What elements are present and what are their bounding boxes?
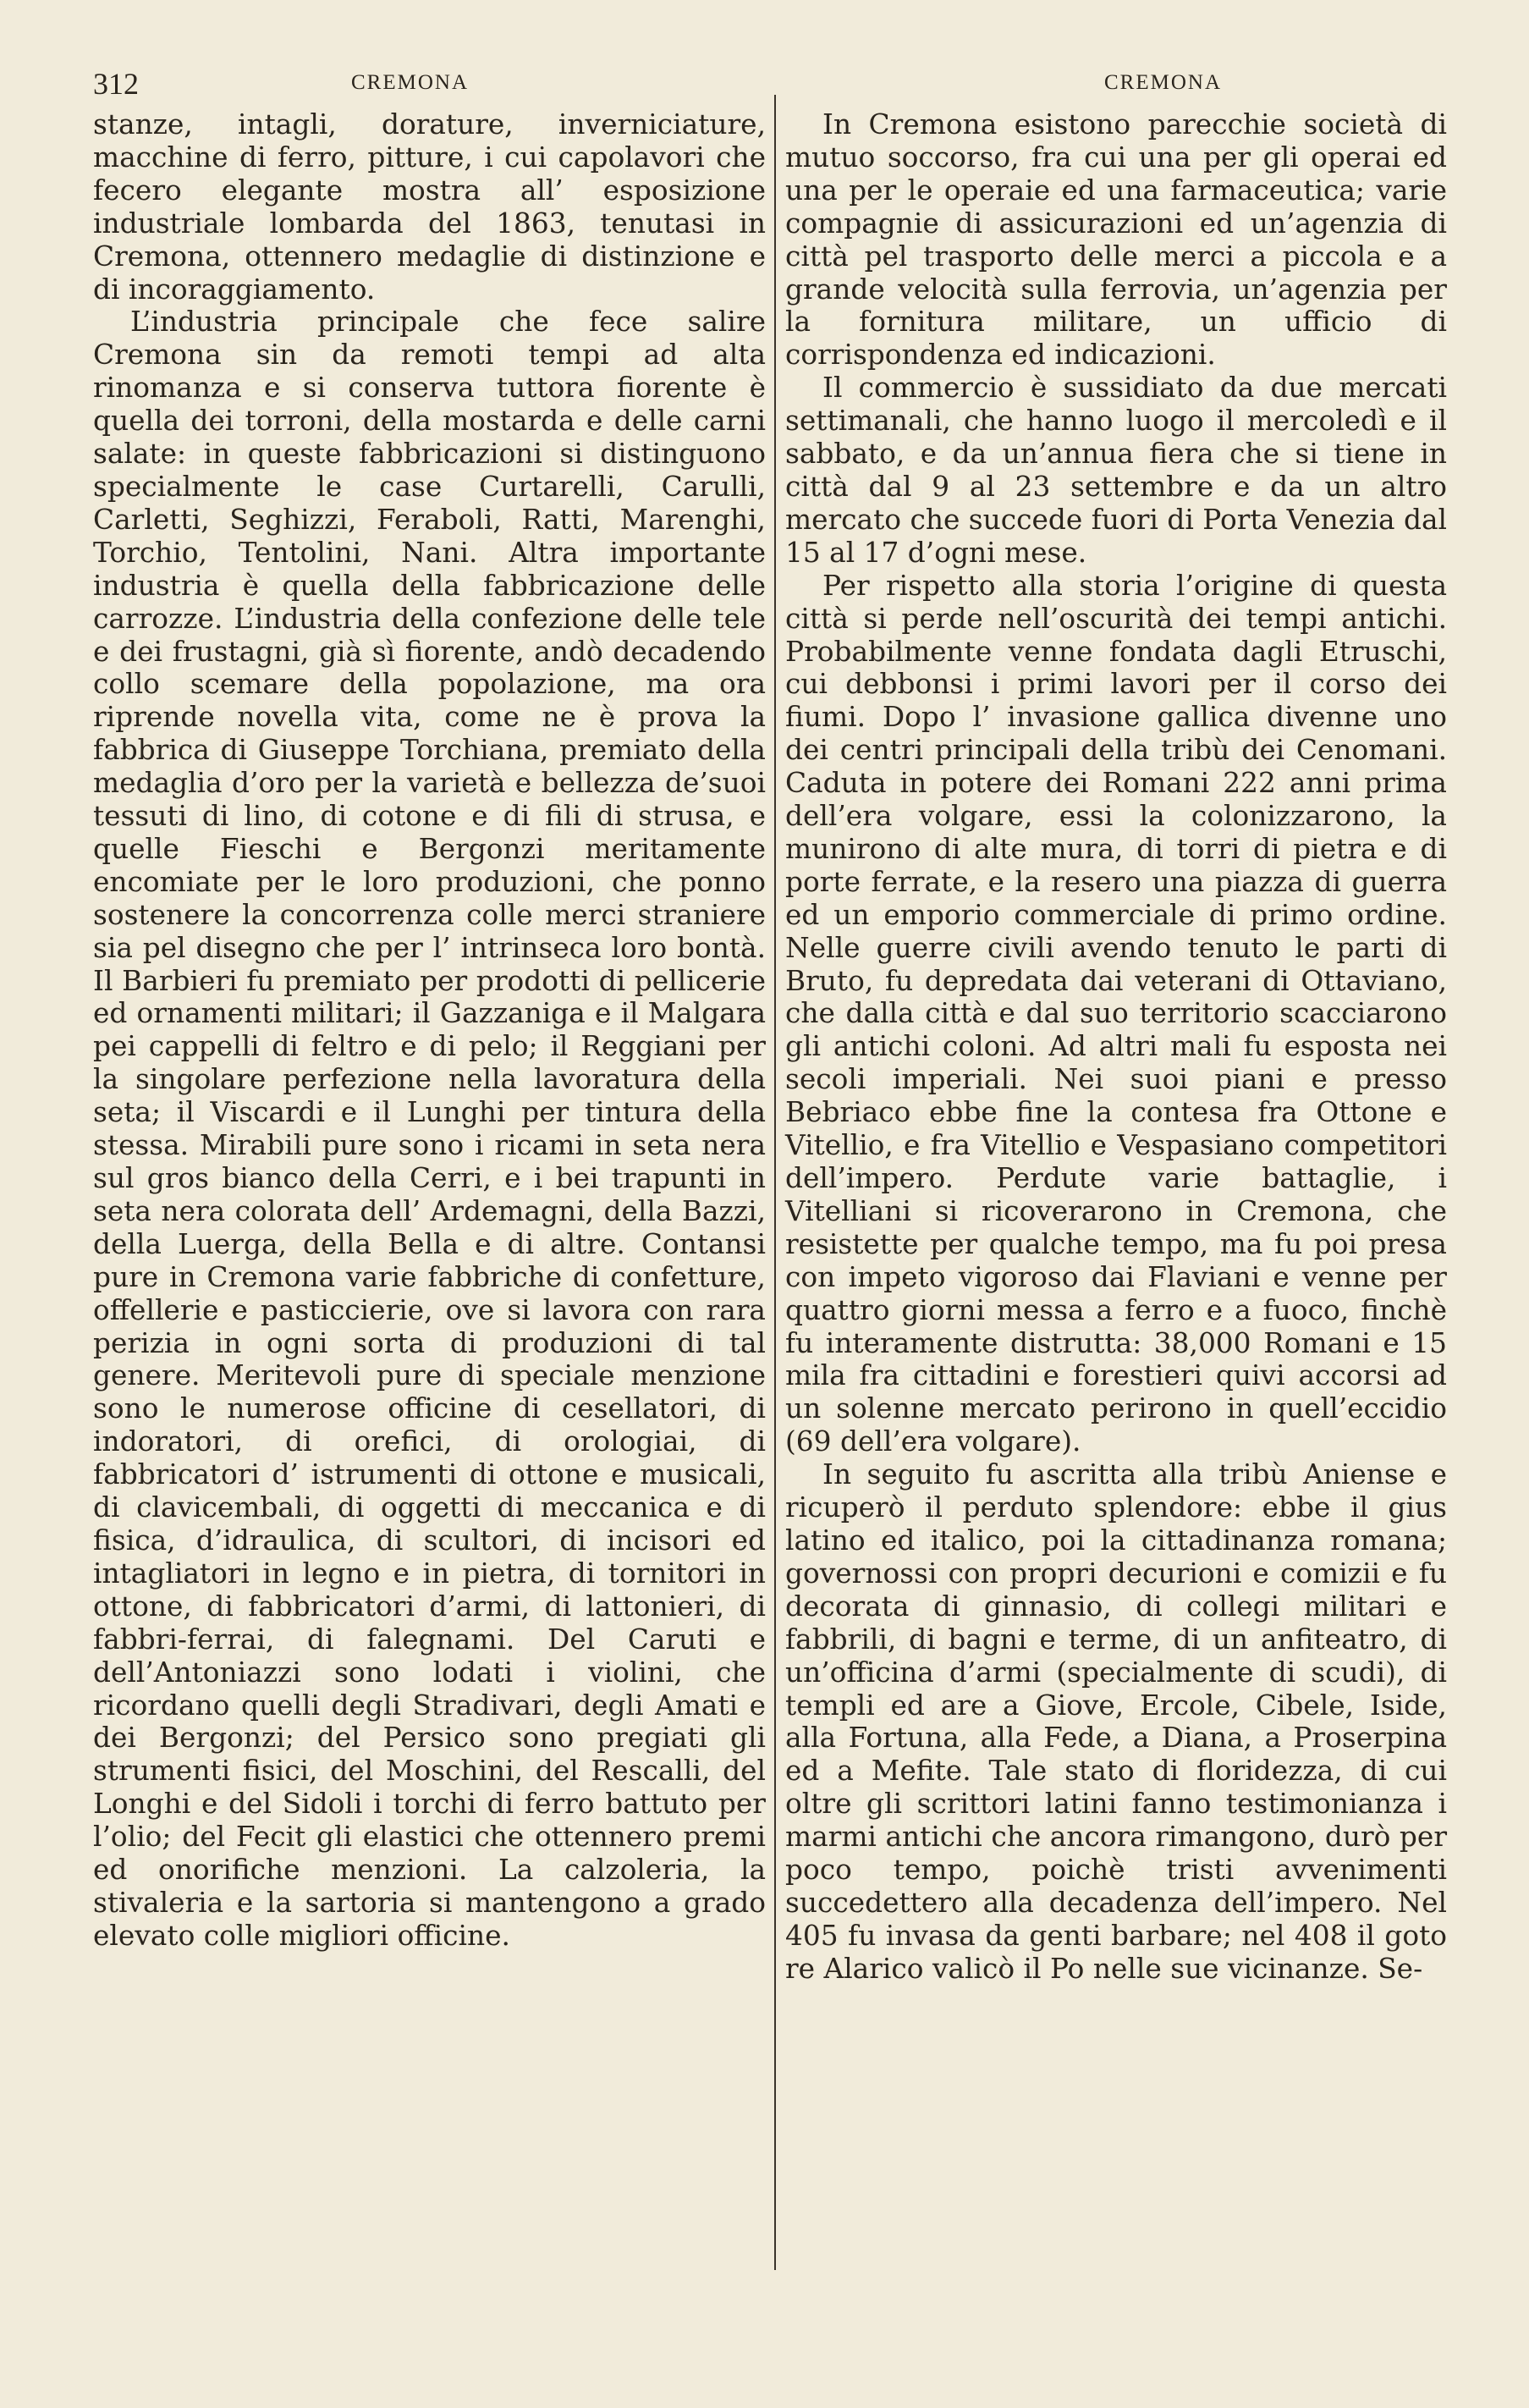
paragraph: Il commercio è sussidiato da due mercati settimanali, che hanno luogo il mercoledì e il sabbato, e da un’annua fiera che si tiene in città dal 9 al 23 settembre e da un altro mercato che succede fuori di Porta Venezia dal 15 al 17 d’ogni mese. [785, 372, 1447, 569]
paragraph: In seguito fu ascritta alla tribù Aniense e ricuperò il perduto splendore: ebbe il gius latino ed italico, poi la cittadinanza romana; governossi con propri decurioni e comizii e fu decorata di ginnasio, di collegi militari e fabbrili, di bagni e terme, di un anfiteatro, di un’officina d’armi (specialmente di scudi), di templi ed are a Giove, Ercole, Cibele, Iside, alla Fortuna, alla Fede, a Diana, a Proserpina ed a Mefite. Tale stato di floridezza, di cui oltre gli scrittori latini fanno testimonianza i marmi antichi che ancora rimangono, durò per poco tempo, poichè tristi avvenimenti succedettero alla decadenza dell’impero. Nel 405 fu invasa da genti barbare; nel 408 il goto re Alarico valicò il Po nelle sue vicinanze. Se- [785, 1458, 1447, 1985]
paragraph: stanze, intagli, dorature, inverniciature, macchine di ferro, pitture, i cui capolavori che fecero elegante mostra all’ esposizione industriale lombarda del 1863, tenutasi in Cremona, ottennero medaglie di distinzione e di incoraggiamento. [93, 108, 766, 306]
page-header [0, 66, 1529, 108]
paragraph: Per rispetto alla storia l’origine di questa città si perde nell’oscurità dei tempi antichi. Probabilmente venne fondata dagli Etruschi, cui debbonsi i primi lavori per il corso dei fiumi. Dopo l’ invasione gallica divenne uno dei centri principali della tribù dei Cenomani. Caduta in potere dei Romani 222 anni prima dell’era volgare, essi la colonizzarono, la munirono di alte mura, di torri di pietra e di porte ferrate, e la resero una piazza di guerra ed un emporio commerciale di primo ordine. Nelle guerre civili avendo tenuto le parti di Bruto, fu depredata dai veterani di Ottaviano, che dalla città e dal suo territorio scacciarono gli antichi coloni. Ad altri mali fu esposta nei secoli imperiali. Nei suoi piani e presso Bebriaco ebbe fine la contesa fra Ottone e Vitellio, e fra Vitellio e Vespasiano competitori dell’impero. Perdute varie battaglie, i Vitelliani si ricoverarono in Cremona, che resistette per qualche tempo, ma fu poi presa con impeto vigoroso dai Flaviani e venne per quattro giorni messa a ferro e a fuoco, finchè fu interamente distrutta: 38,000 Romani e 15 mila fra cittadini e forestieri quivi accorsi ad un solenne mercato perirono in quell’eccidio (69 dell’era volgare). [785, 569, 1447, 1458]
running-head-left: CREMONA [351, 71, 470, 94]
running-head-right: CREMONA [1104, 71, 1223, 94]
left-column [93, 108, 766, 1953]
right-column [785, 108, 1447, 1986]
column-divider [774, 95, 776, 2270]
paragraph: L’industria principale che fece salire Cremona sin da remoti tempi ad alta rinomanza e si conserva tuttora fiorente è quella dei torroni, della mostarda e delle carni salate: in queste fabbricazioni si distinguono specialmente le case Curtarelli, Carulli, Carletti, Seghizzi, Feraboli, Ratti, Marenghi, Torchio, Tentolini, Nani. Altra importante industria è quella della fabbricazione delle carrozze. L’industria della confezione delle tele e dei frustagni, già sì fiorente, andò decadendo collo scemare della popolazione, ma ora riprende novella vita, come ne è prova la fabbrica di Giuseppe Torchiana, premiato della medaglia d’oro per la varietà e bellezza de’suoi tessuti di lino, di cotone e di fili di strusa, e quelle Fieschi e Bergonzi meritamente encomiate per le loro produzioni, che ponno sostenere la concorrenza colle merci straniere sia pel disegno che per l’ intrinseca loro bontà. Il Barbieri fu premiato per prodotti di pellicerie ed ornamenti militari; il Gazzaniga e il Malgara pei cappelli di feltro e di pelo; il Reggiani per la singolare perfezione nella lavoratura della seta; il Viscardi e il Lunghi per tintura della stessa. Mirabili pure sono i ricami in seta nera sul gros bianco della Cerri, e i bei trapunti in seta nera colorata dell’ Ardemagni, della Bazzi, della Luerga, della Bella e di altre. Contansi pure in Cremona varie fabbriche di confetture, offellerie e pasticcierie, ove si lavora con rara perizia in ogni sorta di produzioni di tal genere. Meritevoli pure di speciale menzione sono le numerose officine di cesellatori, di indoratori, di orefici, di orologiai, di fabbricatori d’ istrumenti di ottone e musicali, di clavicembali, di oggetti di meccanica e di fisica, d’idraulica, di scultori, di incisori ed intagliatori in legno e in pietra, di tornitori in ottone, di fabbricatori d’armi, di lattonieri, di fabbri-ferrai, di falegnami. Del Caruti e dell’Antoniazzi sono lodati i violini, che ricordano quelli degli Stradivari, degli Amati e dei Bergonzi; del Persico sono pregiati gli strumenti fisici, del Moschini, del Rescalli, del Longhi e del Sidoli i torchi di ferro battuto per l’olio; del Fecit gli elastici che ottennero premi ed onorifiche menzioni. La calzoleria, la stivaleria e la sartoria si mantengono a grado elevato colle migliori officine. [93, 306, 766, 1952]
page-number: 312 [93, 67, 139, 101]
paragraph: In Cremona esistono parecchie società di mutuo soccorso, fra cui una per gli operai ed una per le operaie ed una farmaceutica; varie compagnie di assicurazioni ed un’agenzia di città pel trasporto delle merci a piccola e a grande velocità sulla ferrovia, un’agenzia per la fornitura militare, un ufficio di corrispondenza ed indicazioni. [785, 108, 1447, 372]
